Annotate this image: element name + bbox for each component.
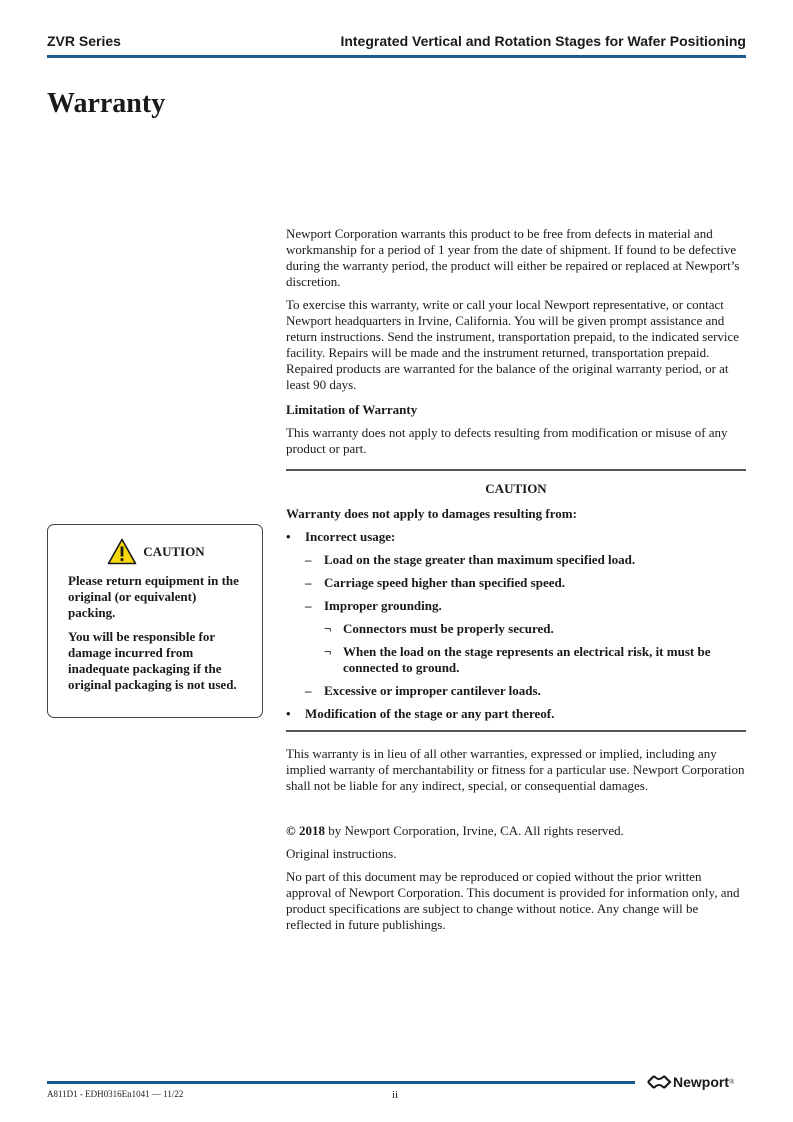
disclaimer-paragraph: This warranty is in lieu of all other warranties, expressed or implied, including any implied warranty of merchantability or fitness for a particular use. Newport Corporation shall not be liable for any indirect, special, or consequential damages. — [286, 746, 745, 793]
original-instructions: Original instructions. — [286, 846, 397, 861]
list-item-text: Excessive or improper cantilever loads. — [324, 683, 541, 698]
sub-marker: ¬ — [324, 644, 332, 659]
list-item — [286, 552, 746, 568]
list-item — [286, 644, 746, 676]
header-rule — [47, 55, 746, 58]
list-item-text: Load on the stage greater than maximum specified load. — [324, 552, 636, 567]
footer-doc-id: A811D1 - EDH0316En1041 — 11/22 — [47, 1089, 184, 1099]
page-number: ii — [392, 1089, 399, 1101]
list-item — [286, 529, 746, 545]
newport-logo-icon — [645, 1074, 673, 1090]
list-item-text: Carriage speed higher than specified speed. — [324, 575, 565, 590]
dash-marker: – — [305, 552, 312, 567]
caution-block — [286, 469, 746, 732]
copyright-text: by Newport Corporation, Irvine, CA. All rights reserved. — [324, 823, 624, 838]
footer-rule — [47, 1081, 635, 1084]
bullet-marker: • — [286, 706, 291, 721]
caution-intro: Warranty does not apply to damages resulting from: — [286, 506, 577, 521]
warning-icon — [107, 538, 137, 565]
sidebox-title: CAUTION — [143, 543, 205, 559]
newport-logo — [645, 1074, 734, 1090]
dash-marker: – — [305, 598, 312, 613]
warranty-paragraph-2: To exercise this warranty, write or call your local Newport representative, or contact Newport headquarters in Irvine, California. You will be given prompt assistance and return instructions. Send the instrument, transportation prepaid, to the indicated service facility. Repairs will be made and the instrument returned, transportation prepaid. Repaired products are warranted for the balance of the original warranty period, or at least 90 days. — [286, 297, 740, 392]
dash-marker: – — [305, 683, 312, 698]
list-item — [286, 706, 746, 722]
sidebox-header — [68, 538, 244, 565]
caution-sidebox — [47, 524, 263, 718]
reproduction-notice: No part of this document may be reproduced or copied without the prior written approval of Newport Corporation. This document is provided for information only, and product specifications are subject to change without notice. Any change will be reflected in future publishings. — [286, 869, 740, 932]
limitation-text: This warranty does not apply to defects resulting from modification or misuse of any product or part. — [286, 425, 728, 456]
list-item-text: Improper grounding. — [324, 598, 442, 613]
copyright-line — [286, 823, 746, 839]
header-series: ZVR Series — [47, 33, 121, 49]
sub-marker: ¬ — [324, 621, 332, 636]
dash-marker: – — [305, 575, 312, 590]
main-content — [286, 226, 746, 940]
bullet-marker: • — [286, 529, 291, 544]
list-item-text: When the load on the stage represents an electrical risk, it must be connected to ground. — [343, 644, 711, 675]
list-item — [286, 683, 746, 699]
header-title: Integrated Vertical and Rotation Stages for Wafer Positioning — [340, 33, 746, 49]
copyright-year: © 2018 — [286, 823, 325, 838]
list-item-text: Connectors must be properly secured. — [343, 621, 554, 636]
list-item-text: Incorrect usage: — [305, 529, 396, 544]
caution-title: CAUTION — [485, 481, 547, 496]
warranty-paragraph-1: Newport Corporation warrants this product to be free from defects in material and workmanship for a period of 1 year from the date of shipment. If found to be defective during the warranty period, the product will either be repaired or replaced at Newport’s discretion. — [286, 226, 740, 289]
logo-registered-mark: ® — [729, 1078, 735, 1086]
list-item — [286, 575, 746, 591]
list-item — [286, 598, 746, 614]
sidebox-paragraph-2: You will be responsible for damage incurred from inadequate packaging if the original packaging is not used. — [68, 629, 237, 692]
spacer — [286, 801, 746, 823]
page-title: Warranty — [47, 88, 166, 119]
list-item — [286, 621, 746, 637]
limitation-heading: Limitation of Warranty — [286, 402, 418, 417]
list-item-text: Modification of the stage or any part thereof. — [305, 706, 555, 721]
sidebox-paragraph-1: Please return equipment in the original (or equivalent) packing. — [68, 573, 239, 620]
logo-text: Newport — [673, 1074, 729, 1090]
